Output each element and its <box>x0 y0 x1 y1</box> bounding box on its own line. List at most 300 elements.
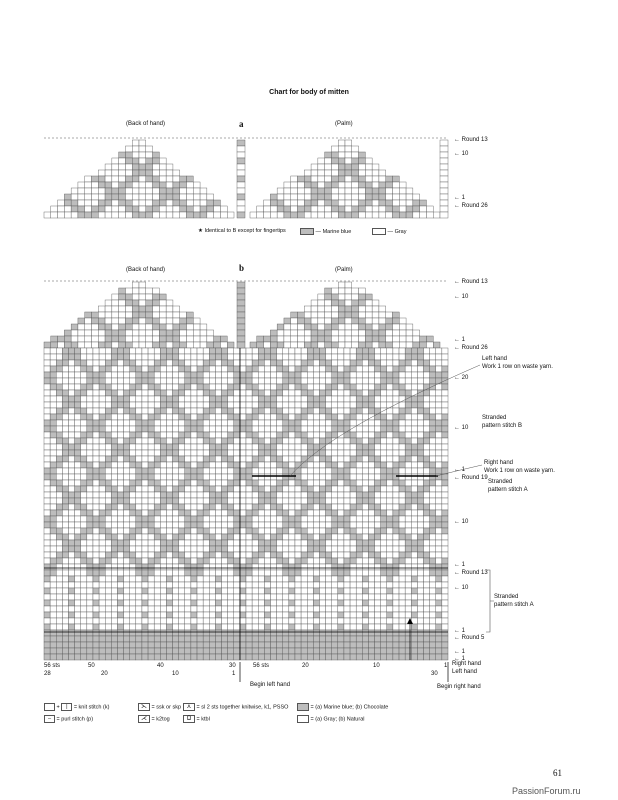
chart-b-body-cell <box>75 570 81 576</box>
chart-b-body-cell <box>356 360 362 366</box>
chart-b-back-top-cell <box>180 324 187 330</box>
chart-b-body-cell <box>62 378 68 384</box>
chart-b-body-cell <box>222 438 228 444</box>
chart-b-body-cell <box>124 558 130 564</box>
chart-a-palm-cell <box>270 200 277 206</box>
chart-b-body-cell <box>258 378 264 384</box>
chart-a-palm-cell <box>304 212 311 218</box>
chart-b-palm-top-cell <box>426 336 433 342</box>
chart-b-body-cell <box>387 384 393 390</box>
chart-b-body-cell <box>173 426 179 432</box>
chart-b-body-cell <box>283 582 289 588</box>
chart-b-body-cell <box>430 588 436 594</box>
chart-b-body-cell <box>283 606 289 612</box>
chart-a-back-cell <box>173 182 180 188</box>
chart-b-body-cell <box>228 432 234 438</box>
chart-b-body-cell <box>173 594 179 600</box>
chart-b-body-cell <box>44 588 50 594</box>
chart-b-body-cell <box>246 372 252 378</box>
chart-b-body-cell <box>344 630 350 636</box>
chart-b-body-cell <box>326 534 332 540</box>
chart-b-body-cell <box>130 606 136 612</box>
chart-b-body-cell <box>81 468 87 474</box>
chart-b-body-cell <box>417 492 423 498</box>
chart-b-palm-top-cell <box>393 318 400 324</box>
chart-b-body-cell <box>50 366 56 372</box>
chart-b-body-cell <box>185 588 191 594</box>
chart-b-palm-top-cell <box>393 312 400 318</box>
chart-b-body-cell <box>252 402 258 408</box>
chart-b-body-cell <box>166 576 172 582</box>
chart-b-body-cell <box>136 636 142 642</box>
chart-a-back-cell <box>132 176 139 182</box>
chart-b-body-cell <box>270 414 276 420</box>
chart-b-body-cell <box>326 462 332 468</box>
chart-b-body-cell <box>264 384 270 390</box>
chart-b-body-cell <box>246 480 252 486</box>
chart-b-body-cell <box>160 444 166 450</box>
chart-a-palm-cell <box>393 182 400 188</box>
chart-b-body-cell <box>105 540 111 546</box>
chart-b-body-cell <box>283 630 289 636</box>
chart-b-palm-top-cell <box>318 336 325 342</box>
chart-b-body-cell <box>136 594 142 600</box>
chart-b-body-cell <box>246 450 252 456</box>
chart-a-back-cell <box>193 200 200 206</box>
chart-b-body-cell <box>313 486 319 492</box>
chart-b-body-cell <box>50 618 56 624</box>
chart-b-back-top-cell <box>153 330 160 336</box>
chart-b-body-cell <box>362 480 368 486</box>
chart-b-body-cell <box>87 654 93 660</box>
chart-b-body-cell <box>283 486 289 492</box>
chart-b-body-cell <box>307 552 313 558</box>
chart-b-body-cell <box>295 438 301 444</box>
chart-b-body-cell <box>283 642 289 648</box>
chart-b-body-cell <box>277 516 283 522</box>
chart-b-body-cell <box>411 516 417 522</box>
chart-b-body-cell <box>270 450 276 456</box>
chart-b-body-cell <box>417 624 423 630</box>
chart-b-section-letter: b <box>239 263 245 273</box>
chart-b-body-cell <box>130 456 136 462</box>
chart-b-body-cell <box>179 576 185 582</box>
chart-a-palm-cell <box>284 212 291 218</box>
chart-b-body-cell <box>209 402 215 408</box>
chart-b-body-cell <box>56 564 62 570</box>
chart-b-body-cell <box>185 474 191 480</box>
chart-b-body-cell <box>44 438 50 444</box>
chart-b-body-cell <box>154 612 160 618</box>
chart-b-body-cell <box>124 378 130 384</box>
chart-b-body-cell <box>136 630 142 636</box>
chart-b-body-cell <box>160 624 166 630</box>
chart-b-body-cell <box>436 606 442 612</box>
chart-b-body-cell <box>191 444 197 450</box>
chart-a-back-cell <box>146 182 153 188</box>
chart-b-body-cell <box>301 372 307 378</box>
chart-b-body-cell <box>442 414 448 420</box>
chart-b-body-cell <box>191 504 197 510</box>
chart-b-body-cell <box>240 654 246 660</box>
chart-b-body-cell <box>215 504 221 510</box>
chart-b-body-cell <box>124 570 130 576</box>
chart-b-body-cell <box>62 600 68 606</box>
chart-b-body-cell <box>277 360 283 366</box>
chart-b-palm-top-cell <box>257 342 264 348</box>
chart-b-body-cell <box>93 576 99 582</box>
chart-b-body-cell <box>344 552 350 558</box>
chart-b-body-cell <box>81 582 87 588</box>
chart-b-body-cell <box>264 564 270 570</box>
chart-b-body-cell <box>442 444 448 450</box>
chart-b-body-cell <box>62 426 68 432</box>
chart-b-body-cell <box>173 558 179 564</box>
chart-b-back-top-cell <box>173 336 180 342</box>
chart-b-body-cell <box>99 450 105 456</box>
chart-b-body-cell <box>258 510 264 516</box>
chart-b-body-cell <box>319 348 325 354</box>
chart-a-palm-cell <box>304 200 311 206</box>
chart-a-palm-cell <box>426 212 433 218</box>
chart-b-body-cell <box>424 618 430 624</box>
chart-b-body-cell <box>387 504 393 510</box>
chart-b-body-cell <box>173 636 179 642</box>
chart-b-body-cell <box>215 366 221 372</box>
chart-b-body-cell <box>136 486 142 492</box>
chart-b-body-cell <box>417 444 423 450</box>
chart-b-body-cell <box>368 420 374 426</box>
chart-a-palm-cell <box>345 146 352 152</box>
note-pattern-b-1: Stranded <box>482 415 507 421</box>
chart-a-back-cell <box>193 182 200 188</box>
chart-b-body-cell <box>338 576 344 582</box>
chart-b-body-cell <box>436 546 442 552</box>
chart-b-body-cell <box>344 486 350 492</box>
chart-b-back-top-cell <box>78 330 85 336</box>
chart-b-body-cell <box>301 420 307 426</box>
chart-b-body-cell <box>442 642 448 648</box>
note-pattern-b-2: pattern stitch B <box>482 423 523 429</box>
chart-b-back-top-cell <box>125 288 132 294</box>
chart-a-back-cell <box>159 170 166 176</box>
chart-b-body-cell <box>117 354 123 360</box>
chart-b-body-cell <box>277 450 283 456</box>
chart-b-body-cell <box>179 570 185 576</box>
chart-b-body-cell <box>203 528 209 534</box>
chart-b-body-cell <box>436 414 442 420</box>
chart-b-body-cell <box>332 576 338 582</box>
chart-b-body-cell <box>111 654 117 660</box>
chart-b-body-cell <box>136 360 142 366</box>
chart-b-back-top-cell <box>139 288 146 294</box>
chart-b-body-cell <box>436 642 442 648</box>
chart-b-body-cell <box>209 516 215 522</box>
chart-b-body-cell <box>197 462 203 468</box>
chart-b-body-cell <box>258 348 264 354</box>
chart-b-body-cell <box>424 642 430 648</box>
chart-b-back-top-cell <box>193 342 200 348</box>
chart-b-body-cell <box>117 480 123 486</box>
chart-b-body-cell <box>264 600 270 606</box>
chart-b-palm-top-cell <box>345 288 352 294</box>
chart-b-body-cell <box>344 396 350 402</box>
chart-b-body-cell <box>50 462 56 468</box>
chart-b-body-cell <box>387 588 393 594</box>
chart-b-body-cell <box>283 558 289 564</box>
chart-b-body-cell <box>350 582 356 588</box>
chart-b-body-cell <box>81 486 87 492</box>
chart-b-body-cell <box>111 486 117 492</box>
chart-b-body-cell <box>197 372 203 378</box>
chart-b-body-cell <box>424 600 430 606</box>
chart-b-body-cell <box>124 606 130 612</box>
chart-b-body-cell <box>228 558 234 564</box>
chart-a-back-cell <box>166 206 173 212</box>
chart-b-body-cell <box>356 552 362 558</box>
chart-b-body-cell <box>399 372 405 378</box>
chart-a-palm-cell <box>345 164 352 170</box>
chart-b-body-cell <box>436 438 442 444</box>
chart-b-body-cell <box>124 366 130 372</box>
chart-b-body-cell <box>179 402 185 408</box>
chart-b-body-cell <box>258 594 264 600</box>
chart-a-back-cell <box>180 188 187 194</box>
chart-a-back-cell <box>153 212 160 218</box>
chart-b-body-cell <box>387 390 393 396</box>
chart-b-body-cell <box>160 408 166 414</box>
chart-a-back-cell <box>146 158 153 164</box>
chart-a-round-26: ← Round 26 <box>454 203 488 209</box>
chart-a-back-cell <box>58 206 65 212</box>
chart-b-back-top-cell <box>132 306 139 312</box>
chart-b-body-cell <box>362 432 368 438</box>
chart-a-palm-cell <box>338 194 345 200</box>
chart-b-palm-top-cell <box>386 312 393 318</box>
chart-b-body-cell <box>56 474 62 480</box>
chart-b-body-cell <box>375 396 381 402</box>
chart-b-body-cell <box>105 534 111 540</box>
chart-b-body-cell <box>130 558 136 564</box>
chart-a-back-cell <box>132 152 139 158</box>
chart-b-body-cell <box>160 414 166 420</box>
chart-b-body-cell <box>277 642 283 648</box>
chart-b-body-cell <box>197 636 203 642</box>
chart-b-body-cell <box>405 570 411 576</box>
chart-b-body-cell <box>117 408 123 414</box>
chart-b-body-cell <box>417 486 423 492</box>
chart-b-body-cell <box>424 558 430 564</box>
chart-b-body-cell <box>44 510 50 516</box>
chart-b-body-cell <box>381 498 387 504</box>
chart-b-body-cell <box>81 642 87 648</box>
chart-b-body-cell <box>215 624 221 630</box>
chart-b-body-cell <box>246 654 252 660</box>
chart-b-body-cell <box>387 426 393 432</box>
chart-b-body-cell <box>234 558 240 564</box>
chart-b-body-cell <box>99 600 105 606</box>
chart-a-back-cell <box>125 152 132 158</box>
chart-b-body-cell <box>124 636 130 642</box>
chart-b-body-cell <box>430 624 436 630</box>
chart-a-side-cell <box>237 188 245 194</box>
chart-b-body-cell <box>362 390 368 396</box>
chart-b-body-cell <box>332 564 338 570</box>
chart-a-back-cell <box>85 206 92 212</box>
chart-b-body-cell <box>68 516 74 522</box>
chart-b-body-cell <box>277 354 283 360</box>
chart-b-body-cell <box>375 462 381 468</box>
chart-b-body-cell <box>270 408 276 414</box>
chart-b-body-cell <box>289 396 295 402</box>
chart-b-body-cell <box>234 612 240 618</box>
chart-b-body-cell <box>179 552 185 558</box>
chart-b-body-cell <box>185 354 191 360</box>
chart-b-body-cell <box>246 420 252 426</box>
chart-b-body-cell <box>307 348 313 354</box>
chart-b-body-cell <box>430 468 436 474</box>
chart-b-body-cell <box>105 600 111 606</box>
chart-b-body-cell <box>166 588 172 594</box>
chart-a-back-cell <box>112 206 119 212</box>
chart-b-body-cell <box>258 588 264 594</box>
chart-b-body-cell <box>191 522 197 528</box>
chart-b-body-cell <box>277 594 283 600</box>
chart-b-body-cell <box>99 390 105 396</box>
chart-b-body-cell <box>68 372 74 378</box>
chart-b-body-cell <box>264 618 270 624</box>
chart-b-body-cell <box>313 600 319 606</box>
chart-b-body-cell <box>148 432 154 438</box>
chart-b-body-cell <box>313 402 319 408</box>
chart-b-back-top-cell <box>119 300 126 306</box>
chart-b-body-cell <box>105 558 111 564</box>
chart-b-body-cell <box>197 378 203 384</box>
chart-b-body-cell <box>405 600 411 606</box>
chart-b-body-cell <box>142 540 148 546</box>
chart-b-body-cell <box>338 366 344 372</box>
chart-b-body-cell <box>222 612 228 618</box>
chart-b-body-cell <box>75 456 81 462</box>
chart-b-body-cell <box>368 654 374 660</box>
chart-b-body-cell <box>338 462 344 468</box>
chart-b-body-cell <box>368 594 374 600</box>
chart-b-body-cell <box>246 378 252 384</box>
chart-b-body-cell <box>185 504 191 510</box>
chart-b-body-cell <box>68 492 74 498</box>
chart-b-body-cell <box>319 384 325 390</box>
chart-b-body-cell <box>326 366 332 372</box>
axis-1: 1 <box>232 671 236 677</box>
chart-b-body-cell <box>173 516 179 522</box>
chart-b-body-cell <box>332 522 338 528</box>
chart-b-body-cell <box>277 456 283 462</box>
chart-b-body-cell <box>160 654 166 660</box>
chart-a-palm-cell <box>277 212 284 218</box>
chart-a-back-cell <box>159 200 166 206</box>
chart-b-body-cell <box>430 594 436 600</box>
chart-b-body-cell <box>50 426 56 432</box>
chart-b-body-cell <box>277 576 283 582</box>
chart-b-body-cell <box>222 366 228 372</box>
chart-b-body-cell <box>197 618 203 624</box>
chart-b-body-cell <box>68 654 74 660</box>
chart-b-body-cell <box>350 600 356 606</box>
chart-b-body-cell <box>319 438 325 444</box>
chart-a-back-cell <box>98 188 105 194</box>
chart-b-body-cell <box>399 636 405 642</box>
chart-b-body-cell <box>442 438 448 444</box>
chart-b-body-cell <box>93 486 99 492</box>
chart-b-body-cell <box>350 438 356 444</box>
chart-b-side-cell <box>237 324 245 330</box>
chart-b-body-cell <box>411 588 417 594</box>
chart-b-body-cell <box>136 654 142 660</box>
chart-a-palm-cell <box>325 164 332 170</box>
chart-b-body-cell <box>44 606 50 612</box>
chart-b-back-top-cell <box>85 324 92 330</box>
chart-a-back-cell <box>139 212 146 218</box>
chart-b-body-cell <box>203 564 209 570</box>
chart-a-palm-label: (Palm) <box>335 121 353 127</box>
chart-b-palm-top-cell <box>331 306 338 312</box>
chart-b-body-cell <box>93 372 99 378</box>
chart-b-body-cell <box>289 456 295 462</box>
chart-b-body-cell <box>56 552 62 558</box>
chart-b-body-cell <box>356 354 362 360</box>
chart-b-body-cell <box>381 456 387 462</box>
chart-b-body-cell <box>368 558 374 564</box>
chart-b-body-cell <box>289 618 295 624</box>
chart-b-body-cell <box>393 354 399 360</box>
chart-b-body-cell <box>283 426 289 432</box>
chart-b-body-cell <box>270 534 276 540</box>
chart-a-palm-cell <box>345 188 352 194</box>
chart-b-body-cell <box>166 402 172 408</box>
chart-b-body-cell <box>387 486 393 492</box>
chart-b-body-cell <box>68 486 74 492</box>
chart-b-body-cell <box>399 426 405 432</box>
chart-b-body-cell <box>215 570 221 576</box>
chart-b-body-cell <box>387 462 393 468</box>
chart-b-body-cell <box>136 372 142 378</box>
chart-b-body-cell <box>222 654 228 660</box>
chart-b-palm-top-cell <box>325 336 332 342</box>
chart-b-body-cell <box>105 426 111 432</box>
chart-b-body-cell <box>295 426 301 432</box>
chart-b-body-cell <box>350 516 356 522</box>
chart-b-body-cell <box>424 432 430 438</box>
chart-b-body-cell <box>166 594 172 600</box>
chart-b-body-cell <box>240 564 246 570</box>
chart-b-body-cell <box>442 378 448 384</box>
chart-b-body-cell <box>197 498 203 504</box>
chart-b-body-cell <box>387 552 393 558</box>
chart-b-body-cell <box>252 504 258 510</box>
chart-b-body-cell <box>307 390 313 396</box>
chart-b-body-cell <box>350 492 356 498</box>
chart-b-body-cell <box>411 474 417 480</box>
chart-b-body-cell <box>62 492 68 498</box>
chart-b-body-cell <box>338 570 344 576</box>
chart-b-body-cell <box>338 468 344 474</box>
chart-b-body-cell <box>136 570 142 576</box>
chart-b-body-cell <box>436 432 442 438</box>
chart-b-body-cell <box>264 546 270 552</box>
chart-b-body-cell <box>436 348 442 354</box>
chart-b-body-cell <box>411 486 417 492</box>
chart-b-body-cell <box>154 516 160 522</box>
